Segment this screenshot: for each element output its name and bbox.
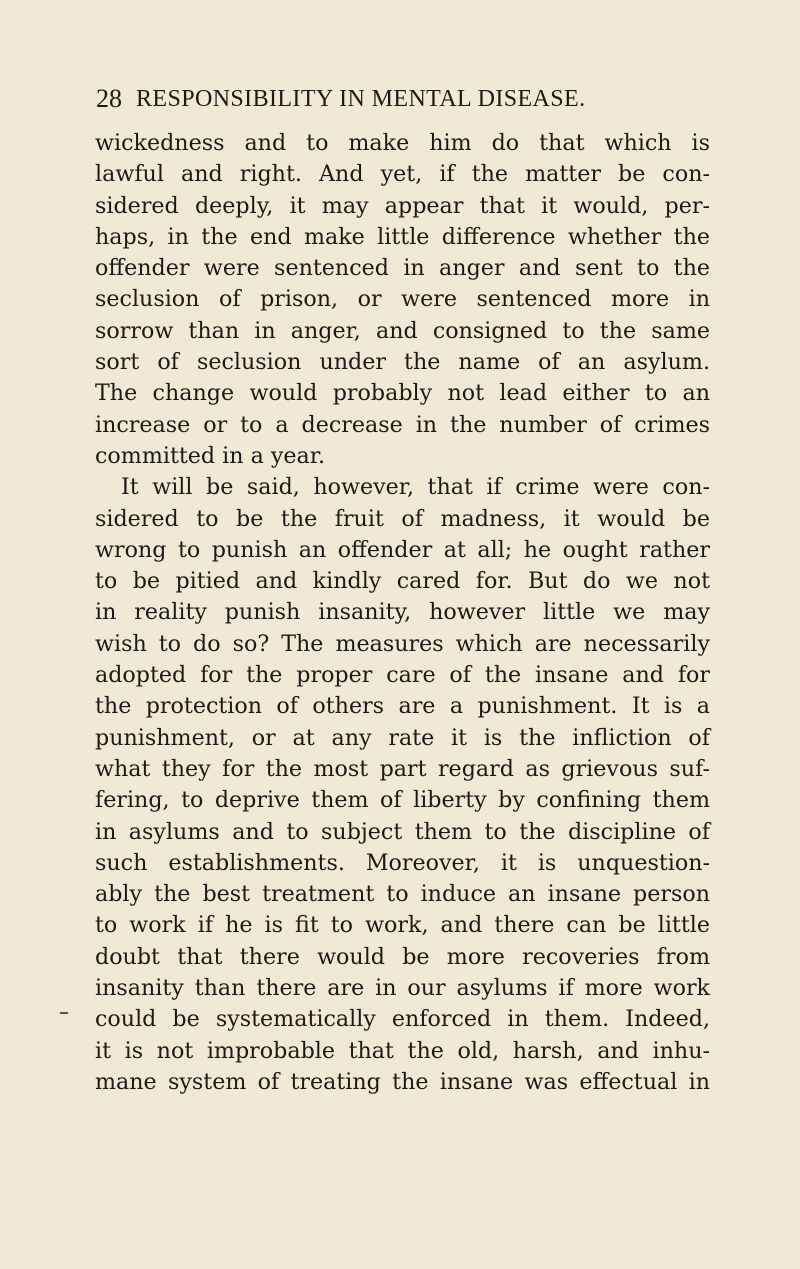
text-line: punishment, or at any rate it is the infliction of [95,724,710,751]
text-line: fering, to deprive them of liberty by confining them [95,787,710,814]
text-line: what they for the most part regard as grievous suf- [95,755,710,782]
text-line: the protection of others are a punishment. It is a [95,693,710,720]
body-text [95,128,710,1098]
text-line: adopted for the proper care of the insane and for [95,662,710,689]
text-line: lawful and right. And yet, if the matter be con- [95,161,710,188]
text-line: it is not improbable that the old, harsh, and inhu- [95,1037,710,1064]
text-line: in reality punish insanity, however little we may [95,599,710,626]
text-line: insanity than there are in our asylums if more work [95,975,710,1002]
text-line: to be pitied and kindly cared for. But do we not [95,568,710,595]
paragraph-start-line: It will be said, however, that if crime were con- [121,474,710,501]
text-line: The change would probably not lead either to an [95,380,710,407]
text-line: increase or to a decrease in the number of crimes [95,411,710,438]
page-header [96,84,716,114]
text-line: mane system of treating the insane was effectual in [95,1068,710,1095]
text-line: could be systematically enforced in them. Indeed, [95,1006,710,1033]
text-line: such establishments. Moreover, it is unquestion- [95,849,710,876]
text-line: seclusion of prison, or were sentenced more in [95,286,710,313]
text-line: offender were sentenced in anger and sent to the [95,255,710,282]
text-line: wickedness and to make him do that which is [95,130,710,156]
text-line: sidered to be the fruit of madness, it would be [95,505,710,532]
margin-mark [60,1012,68,1014]
running-head: RESPONSIBILITY IN MENTAL DISEASE. [136,86,586,112]
text-line: committed in a year. [95,442,326,469]
text-line: doubt that there would be more recoveries from [95,943,710,970]
text-line: sorrow than in anger, and consigned to the same [95,317,710,344]
text-line: ably the best treatment to induce an insane person [95,881,710,908]
text-line: to work if he is fit to work, and there can be little [95,912,710,939]
text-line: haps, in the end make little difference whether the [95,223,710,250]
text-line: sort of seclusion under the name of an asylum. [95,349,710,376]
text-line: wrong to punish an offender at all; he ought rather [95,536,710,563]
text-line: wish to do so? The measures which are necessarily [95,630,710,657]
text-line: in asylums and to subject them to the discipline of [95,818,710,845]
text-line: sidered deeply, it may appear that it would, per- [95,192,710,219]
page-number: 28 [96,84,122,113]
